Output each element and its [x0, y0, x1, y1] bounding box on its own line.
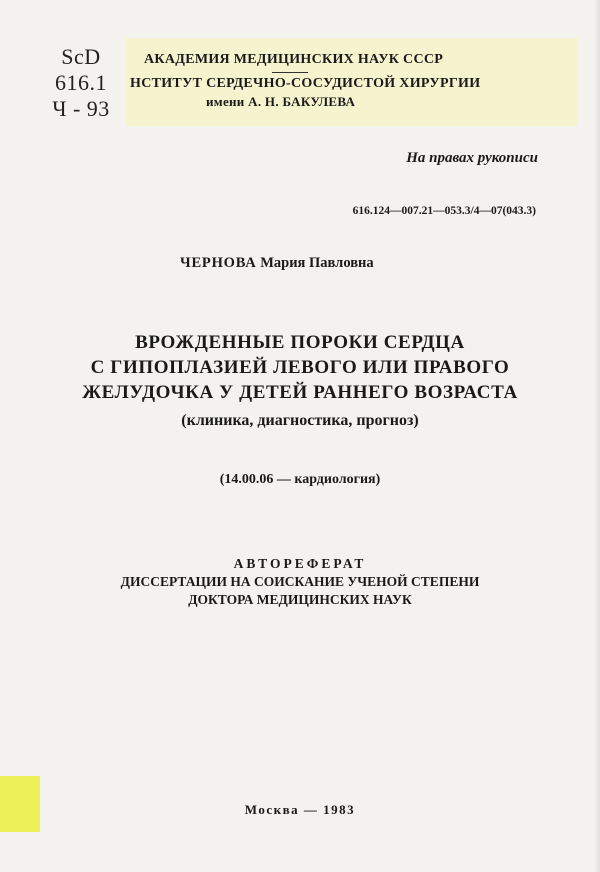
abstract-designation	[0, 555, 600, 609]
title-line: С ГИПОПЛАЗИЕЙ ЛЕВОГО ИЛИ ПРАВОГО	[90, 357, 510, 378]
abstract-degree-line: ДОКТОРА МЕДИЦИНСКИХ НАУК	[188, 592, 412, 607]
library-call-number	[42, 44, 120, 122]
abstract-degree-line: ДИССЕРТАЦИИ НА СОИСКАНИЕ УЧЕНОЙ СТЕПЕНИ	[120, 574, 480, 589]
title-line: ВРОЖДЕННЫЕ ПОРОКИ СЕРДЦА	[135, 332, 465, 353]
title-line: ЖЕЛУДОЧКА У ДЕТЕЙ РАННЕГО ВОЗРАСТА	[82, 382, 518, 403]
manuscript-rights-note: На правах рукописи	[406, 150, 538, 166]
header-divider	[272, 72, 308, 73]
thesis-title	[0, 330, 600, 405]
place-and-year: Москва — 1983	[244, 802, 356, 817]
abstract-label: АВТОРЕФЕРАТ	[233, 556, 367, 571]
institute-named-after: имени А. Н. БАКУЛЕВА	[206, 94, 356, 109]
author-name	[180, 255, 374, 272]
page-edge-shadow	[594, 0, 600, 872]
thesis-subtitle: (клиника, диагностика, прогноз)	[181, 412, 419, 429]
institute-name: НСТИТУТ СЕРДЕЧНО-СОСУДИСТОЙ ХИРУРГИИ	[130, 76, 481, 91]
academy-name: АКАДЕМИЯ МЕДИЦИНСКИХ НАУК СССР	[144, 52, 444, 67]
udc-code: 616.124—007.21—053.3/4—07(043.3)	[352, 205, 536, 217]
call-number-line: Ч - 93	[52, 96, 110, 121]
author-given-names: Мария Павловна	[260, 255, 374, 271]
author-surname: ЧЕРНОВА	[180, 255, 257, 271]
specialty-code: (14.00.06 — кардиология)	[219, 472, 381, 487]
call-number-line: ScD	[61, 44, 101, 69]
call-number-line: 616.1	[55, 70, 107, 95]
